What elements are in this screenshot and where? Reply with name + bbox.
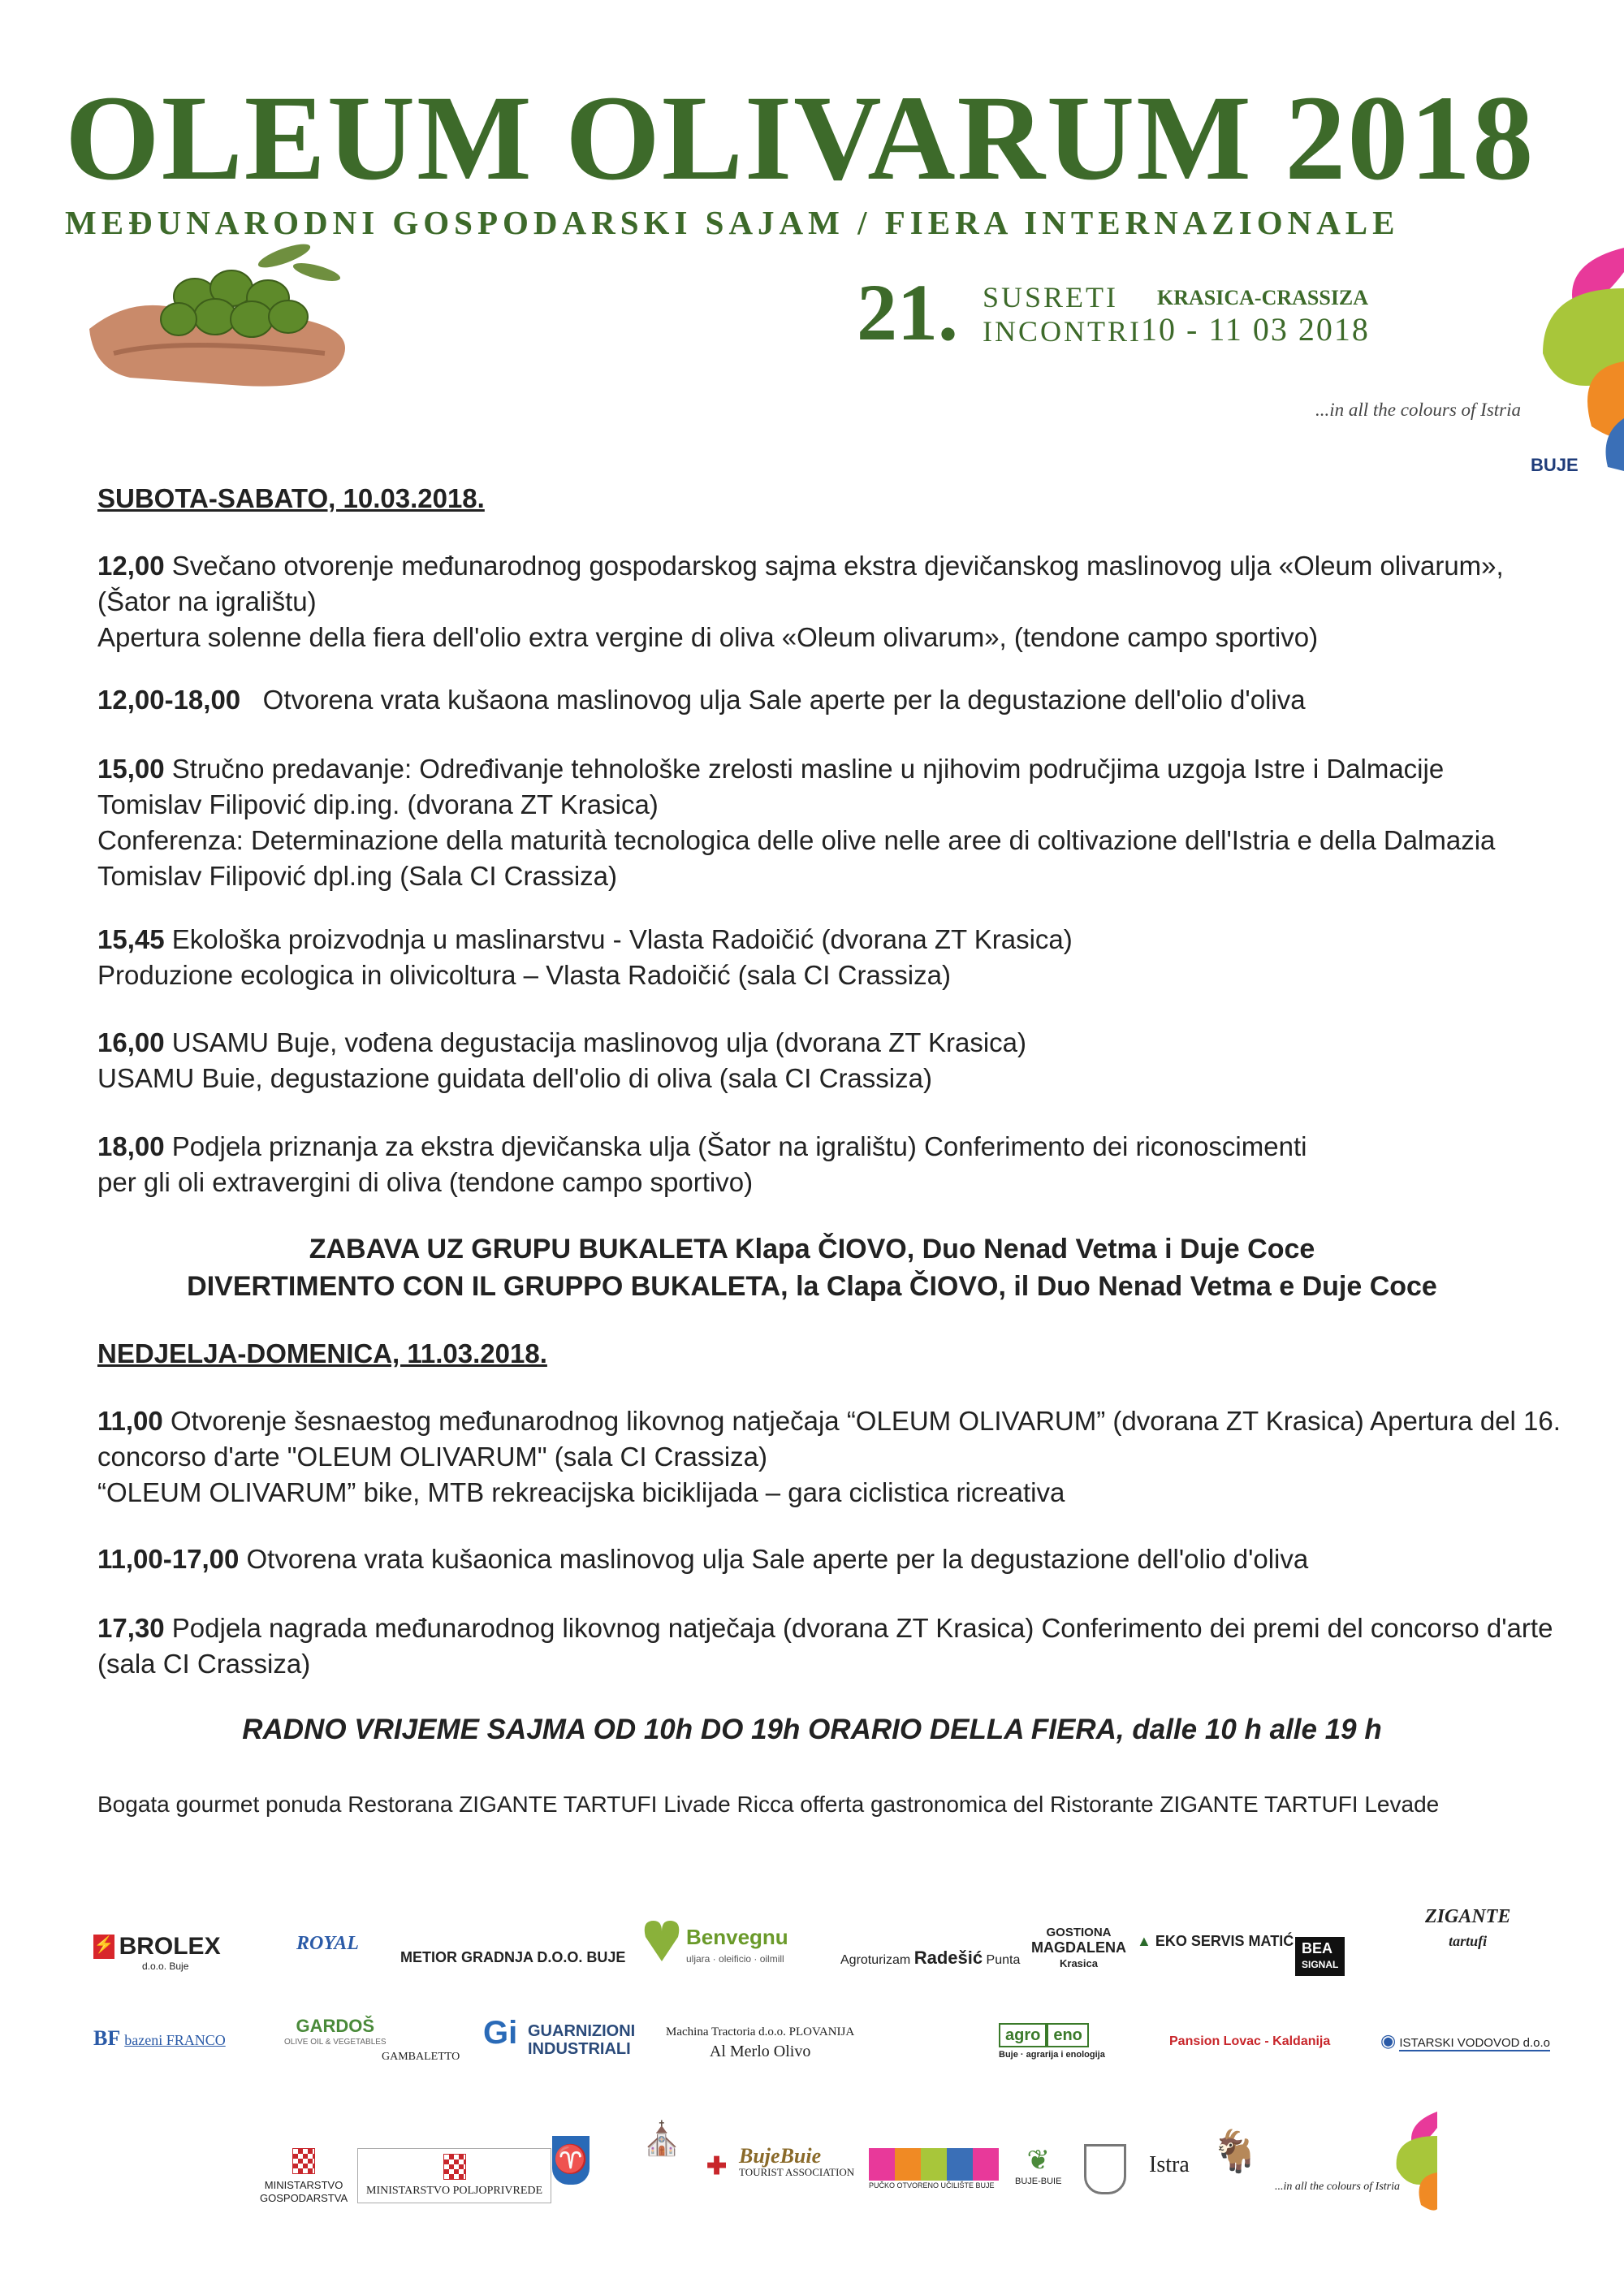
event-text: “OLEUM OLIVARUM” bike, MTB rekreacijska biciklijada – gara ciclistica ricreativa bbox=[97, 1477, 1065, 1507]
event-sat-4 bbox=[97, 922, 1583, 993]
edition-word-hr: SUSRETI bbox=[983, 281, 1119, 313]
event-text: Stručno predavanje: Određivanje tehnološke zrelosti masline u njihovim područjima uzgoja Istre i Dalmacije bbox=[171, 754, 1445, 784]
sponsor-zigante: ZIGANTE tartufi bbox=[1425, 1906, 1511, 1949]
sponsor-gambaletto: GAMBALETTO bbox=[382, 2051, 460, 2063]
edition-number: 21. bbox=[857, 267, 958, 357]
event-sun-1 bbox=[97, 1403, 1583, 1511]
entertainment-it: DIVERTIMENTO CON IL GRUPPO BUKALETA, la Clapa ČIOVO, il Duo Nenad Vetma e Duje Coce bbox=[187, 1271, 1437, 1302]
sponsor-bea-signal: BEA SIGNAL bbox=[1295, 1937, 1345, 1976]
istria-small-logo-icon bbox=[1389, 2112, 1437, 2217]
croatia-coat-of-arms-icon bbox=[292, 2148, 315, 2174]
event-sun-2 bbox=[97, 1541, 1583, 1577]
sponsor-metior: METIOR GRADNJA D.O.O. BUJE bbox=[400, 1949, 626, 1965]
sponsor-brolex: ⚡ BROLEX d.o.o. Buje bbox=[93, 1933, 221, 1972]
istra-goat-icon: 🐐 bbox=[1210, 2129, 1261, 2174]
event-text: Podjela priznanja za ekstra djevičanska ulja (Šator na igralištu) Conferimento dei riconoscimenti bbox=[171, 1131, 1307, 1161]
event-time: 12,00-18,00 bbox=[97, 685, 241, 715]
event-text: USAMU Buie, degustazione guidata dell'olio di oliva (sala CI Crassiza) bbox=[97, 1063, 932, 1093]
event-dates: 10 - 11 03 2018 bbox=[1141, 311, 1370, 348]
tree-icon: ▲ bbox=[1137, 1933, 1151, 1949]
sponsor-eko-servis: ▲ EKO SERVIS MATIĆ bbox=[1137, 1933, 1294, 1949]
saturday-heading: SUBOTA-SABATO, 10.03.2018. bbox=[97, 483, 485, 513]
event-sat-5 bbox=[97, 1025, 1583, 1096]
sponsor-row-1 bbox=[0, 1900, 1624, 1990]
istria-county-goat-icon: ♈ bbox=[552, 2136, 590, 2185]
event-sat-2 bbox=[97, 682, 1583, 718]
event-text: Ekološka proizvodnja u maslinarstvu - Vlasta Radoičić (dvorana ZT Krasica) bbox=[171, 924, 1073, 954]
saturday-heading-wrap bbox=[97, 481, 1583, 517]
water-drop-icon: ◉ bbox=[1380, 2030, 1397, 2051]
sponsor-guarnizioni: Gi GUARNIZIONI INDUSTRIALI bbox=[483, 2015, 636, 2058]
event-sat-6 bbox=[97, 1129, 1583, 1200]
sponsor-magdalena: GOSTIONA MAGDALENA Krasica bbox=[1031, 1926, 1126, 1969]
ministry-economy: MINISTARSTVO GOSPODARSTVA bbox=[260, 2148, 348, 2205]
pou-logo-icon bbox=[869, 2148, 999, 2181]
church-tower-icon: ⛪ bbox=[641, 2121, 682, 2157]
sponsor-machina-tractoria: Machina Tractoria d.o.o. PLOVANIJA Al Merlo Olivo bbox=[666, 2025, 855, 2060]
gi-icon: Gi bbox=[483, 2015, 518, 2051]
event-location: KRASICA-CRASSIZA bbox=[1157, 286, 1369, 309]
sponsor-istarski-vodovod: ◉ ISTARSKI VODOVOD d.o.o bbox=[1380, 2030, 1550, 2051]
buje-coat-of-arms-icon bbox=[1084, 2144, 1126, 2194]
edition-word-it: INCONTRI bbox=[983, 315, 1142, 348]
sponsor-royal: ROYAL bbox=[296, 1933, 359, 1954]
event-text: Produzione ecologica in olivicoltura – Vlasta Radoičić (sala CI Crassiza) bbox=[97, 960, 951, 990]
buje-tree-icon: ❦ bbox=[1026, 2145, 1050, 2176]
olive-hand-image bbox=[81, 231, 374, 394]
buje-buie-logo: ❦ BUJE-BUIE bbox=[1015, 2145, 1062, 2186]
sunday-heading: NEDJELJA-DOMENICA, 11.03.2018. bbox=[97, 1338, 547, 1368]
istra-text: Istra bbox=[1149, 2152, 1190, 2177]
event-text: Podjela nagrada međunarodnog likovnog natječaja (dvorana ZT Krasica) Conferimento dei premi del concorso d'arte bbox=[171, 1613, 1553, 1643]
event-text: Otvorena vrata kušaonica maslinovog ulja Sale aperte per la degustazione dell'olio d'oliva bbox=[246, 1544, 1309, 1574]
istria-logo-icon bbox=[1527, 240, 1624, 483]
sponsor-agroeno: agro eno Buje · agrarija i enologija bbox=[999, 2026, 1105, 2060]
event-text: USAMU Buje, vođena degustacija maslinovog ulja (dvorana ZT Krasica) bbox=[171, 1027, 1026, 1057]
sponsor-row-3 bbox=[0, 2103, 1624, 2217]
event-sat-3 bbox=[97, 751, 1583, 894]
event-time: 11,00-17,00 bbox=[97, 1544, 240, 1574]
event-text: Apertura solenne della fiera dell'olio extra vergine di oliva «Oleum olivarum», (tendone campo sportivo) bbox=[97, 622, 1319, 652]
sponsor-bazeni-franco: BF bazeni FRANCO bbox=[93, 2026, 226, 2050]
cross-icon: ✚ bbox=[706, 2153, 728, 2180]
entertainment-hr: ZABAVA UZ GRUPU BUKALETA Klapa ČIOVO, Duo Nenad Vetma i Duje Coce bbox=[309, 1234, 1315, 1265]
page-title: OLEUM OLIVARUM 2018 bbox=[65, 71, 1535, 205]
event-text: Otvorenje šesnaestog međunarodnog likovnog natječaja “OLEUM OLIVARUM” (dvorana ZT Krasica) Apertura del 16. bbox=[170, 1406, 1561, 1436]
pucko-uciliste: PUČKO OTVORENO UČILIŠTE BUJE bbox=[869, 2148, 999, 2190]
event-text: Otvorena vrata kušaona maslinovog ulja Sale aperte per la degustazione dell'olio d'oliva bbox=[262, 685, 1306, 715]
ministry-agriculture: MINISTARSTVO POLJOPRIVREDE bbox=[357, 2148, 551, 2203]
event-text: (Šator na igralištu) bbox=[97, 586, 317, 616]
gourmet-footnote: Bogata gourmet ponuda Restorana ZIGANTE TARTUFI Livade Ricca offerta gastronomica del Ristorante ZIGANTE TARTUFI Levade bbox=[97, 1792, 1440, 1817]
event-text: Svečano otvorenje međunarodnog gospodarskog sajma ekstra djevičanskog maslinovog ulja «Oleum olivarum», bbox=[171, 551, 1504, 581]
event-time: 11,00 bbox=[97, 1406, 163, 1436]
sponsor-gardos: GARDOŠ OLIVE OIL & VEGETABLES bbox=[284, 2016, 387, 2047]
event-time: 18,00 bbox=[97, 1131, 165, 1161]
istria-slogan: ...in all the colours of Istria bbox=[1315, 400, 1521, 420]
event-text: Tomislav Filipović dip.ing. (dvorana ZT Krasica) bbox=[97, 789, 659, 819]
sponsor-benvegnu: Benvegnu uljara · oleificio · oilmill bbox=[641, 1917, 682, 1970]
sponsor-pansion-lovac: Pansion Lovac - Kaldanija bbox=[1169, 2034, 1331, 2048]
event-text: concorso d'arte "OLEUM OLIVARUM" (sala CI Crassiza) bbox=[97, 1442, 767, 1472]
event-time: 16,00 bbox=[97, 1027, 165, 1057]
page-subtitle: MEĐUNARODNI GOSPODARSKI SAJAM / FIERA INTERNAZIONALE bbox=[65, 204, 1400, 241]
sponsor-radesic: Agroturizam Radešić Punta bbox=[840, 1948, 1021, 1968]
sunday-heading-wrap bbox=[97, 1336, 1583, 1372]
event-text: Conferenza: Determinazione della maturità tecnologica delle olive nelle aree di coltivazione dell'Istria e della Dalmazia bbox=[97, 825, 1496, 855]
event-sun-3 bbox=[97, 1610, 1583, 1682]
brolex-icon: ⚡ bbox=[93, 1935, 114, 1959]
croatia-coat-of-arms-icon bbox=[443, 2154, 466, 2180]
opening-hours: RADNO VRIJEME SAJMA OD 10h DO 19h ORARIO DELLA FIERA, dalle 10 h alle 19 h bbox=[242, 1714, 1382, 1745]
buje-logo-text: BUJE bbox=[1531, 455, 1579, 475]
olive-heart-icon bbox=[641, 1917, 682, 1965]
event-text: per gli oli extravergini di oliva (tendone campo sportivo) bbox=[97, 1167, 754, 1197]
event-time: 15,00 bbox=[97, 754, 165, 784]
event-time: 15,45 bbox=[97, 924, 165, 954]
edition-words bbox=[983, 280, 1142, 348]
event-text: (sala CI Crassiza) bbox=[97, 1649, 311, 1679]
event-text: Tomislav Filipović dpl.ing (Sala CI Crassiza) bbox=[97, 861, 618, 891]
event-time: 12,00 bbox=[97, 551, 165, 581]
event-time: 17,30 bbox=[97, 1613, 165, 1643]
entertainment-block bbox=[0, 1230, 1624, 1305]
footnote-wrap bbox=[97, 1787, 1583, 1822]
tourist-association: BujeBuie TOURIST ASSOCIATION bbox=[739, 2144, 855, 2178]
event-sat-1 bbox=[97, 548, 1583, 655]
opening-hours-wrap bbox=[0, 1714, 1624, 1746]
sponsor-row-2 bbox=[0, 1998, 1624, 2087]
istra-slogan-small: ...in all the colours of Istria bbox=[1275, 2181, 1400, 2193]
